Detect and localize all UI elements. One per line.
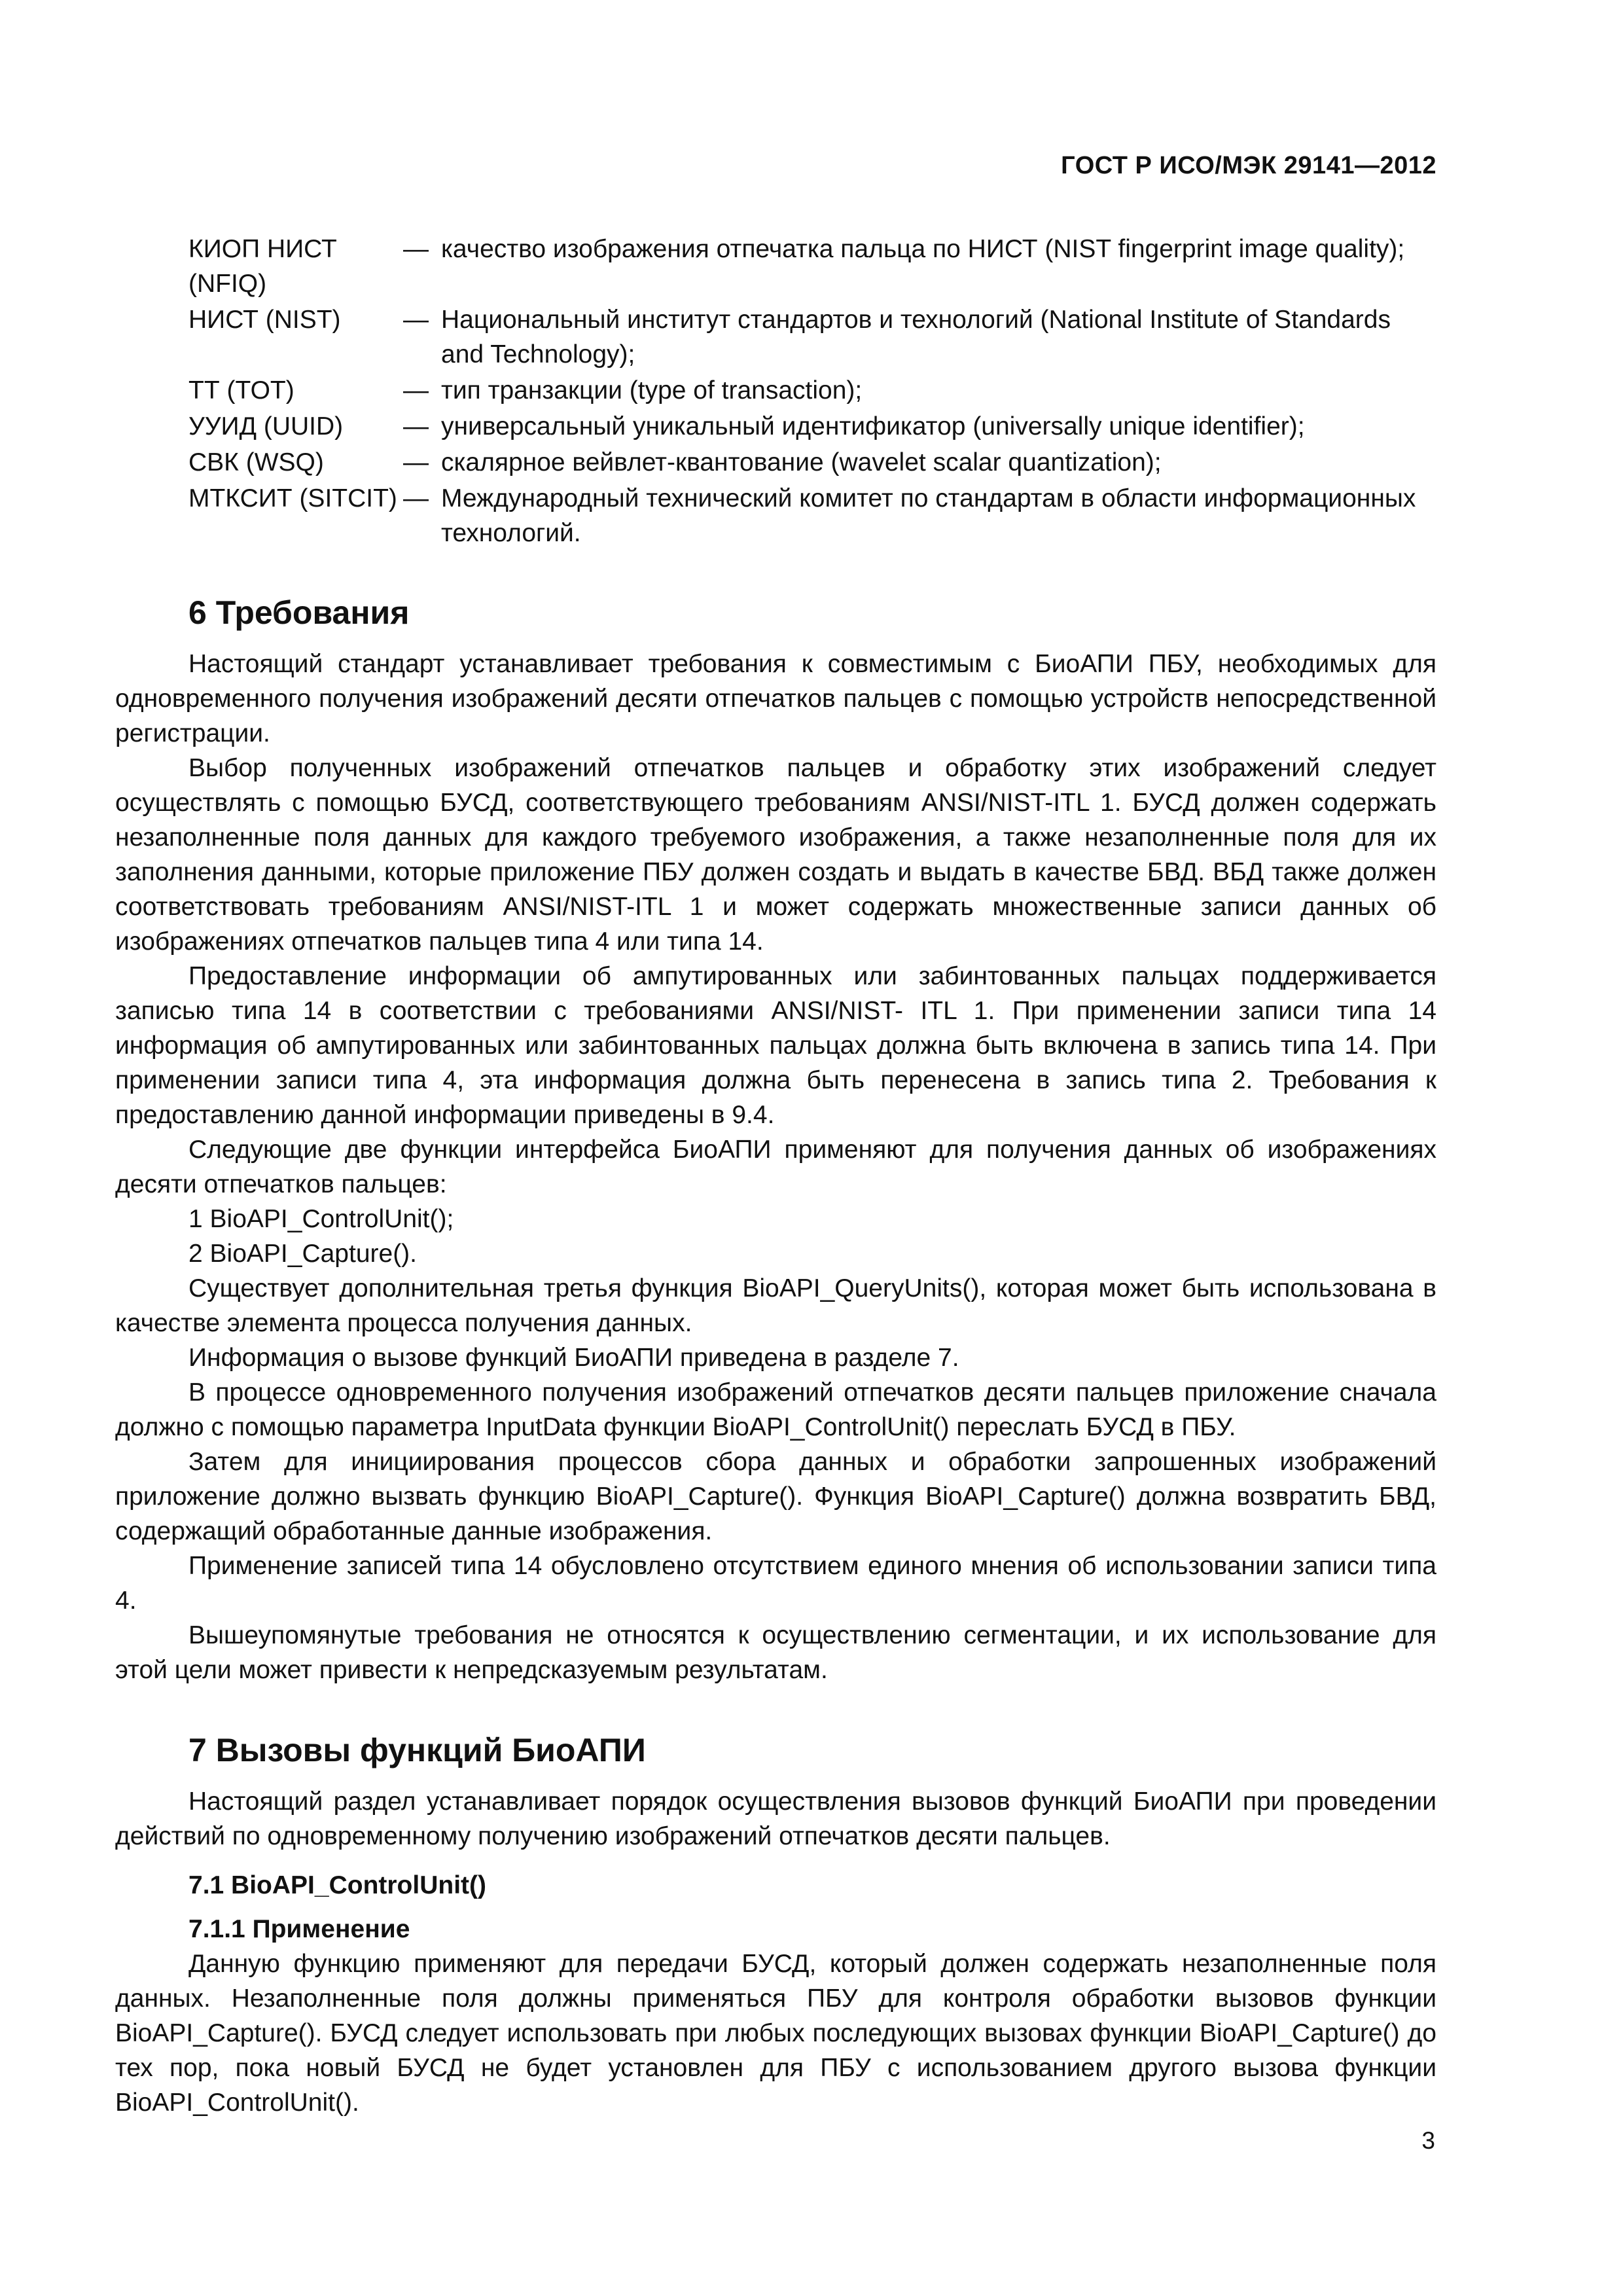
section-6-paragraph: Выбор полученных изображений отпечатков пальцев и обработку этих изображений следует осуществлять с помощью БУСД, соответствующего требованиям ANSI/NIST-ITL 1. БУСД должен содержать незаполненные поля данных для каждого требуемого изображения, а также незаполненные поля для их заполнения данными, которые приложение ПБУ должен создать и выдать в качестве БВД. ВБД также должен соответствовать требованиям ANSI/NIST-ITL 1 и может содержать множественные записи данных об изображениях отпечатков пальцев типа 4 или типа 14. bbox=[115, 754, 1436, 956]
page-number: 3 bbox=[1421, 2127, 1435, 2154]
abbreviation-dash: — bbox=[403, 484, 429, 512]
page-content bbox=[115, 230, 1436, 2120]
abbreviation-term: КИОП НИСТ (NFIQ) bbox=[188, 235, 337, 298]
abbreviations-list bbox=[188, 230, 1436, 550]
abbreviation-dash: — bbox=[403, 235, 429, 263]
abbreviation-definition: Национальный институт стандартов и технологий (National Institute of Standards and Technology); bbox=[441, 306, 1391, 368]
abbreviation-dash: — bbox=[403, 448, 429, 476]
section-6-paragraph: Применение записей типа 14 обусловлено отсутствием единого мнения об использовании записи типа 4. bbox=[115, 1552, 1436, 1615]
subsection-7-1-1-text: Данную функцию применяют для передачи БУСД, который должен содержать незаполненные поля данных. Незаполненные поля должны применяться ПБУ для контроля обработки вызовов функции BioAPI_Capture(). БУСД следует использовать при любых последующих вызовах функции BioAPI_Capture() до тех пор, пока новый БУСД не будет установлен для ПБУ с использованием другого вызова функции BioAPI_ControlUnit(). bbox=[115, 1950, 1436, 2117]
abbreviation-definition: Международный технический комитет по стандартам в области информационных технологий. bbox=[441, 484, 1416, 547]
section-6-paragraph: В процессе одновременного получения изображений отпечатков десяти пальцев приложение сначала должно с помощью параметра InputData функции BioAPI_ControlUnit() переслать БУСД в ПБУ. bbox=[115, 1378, 1436, 1441]
abbreviation-definition: качество изображения отпечатка пальца по НИСТ (NIST fingerprint image quality); bbox=[441, 235, 1405, 263]
abbreviation-definition: универсальный уникальный идентификатор (universally unique identifier); bbox=[441, 412, 1305, 440]
section-6-heading: 6 Требования bbox=[188, 594, 410, 631]
subsection-7-1-1-heading: 7.1.1 Применение bbox=[188, 1915, 410, 1943]
function-list-item: 1 BioAPI_ControlUnit(); bbox=[188, 1205, 454, 1233]
function-list-item: 2 BioAPI_Capture(). bbox=[188, 1240, 418, 1268]
subsection-7-1-heading: 7.1 BioAPI_ControlUnit() bbox=[188, 1871, 486, 1899]
section-7-intro: Настоящий раздел устанавливает порядок осуществления вызовов функций БиоАПИ при проведении действий по одновременному получению изображений отпечатков десяти пальцев. bbox=[115, 1787, 1436, 1850]
section-6-paragraph: Информация о вызове функций БиоАПИ приведена в разделе 7. bbox=[188, 1344, 959, 1372]
abbreviation-term: НИСТ (NIST) bbox=[188, 306, 341, 334]
section-7-heading: 7 Вызовы функций БиоАПИ bbox=[188, 1732, 646, 1768]
abbreviation-term: УУИД (UUID) bbox=[188, 412, 344, 440]
standard-header: ГОСТ Р ИСО/МЭК 29141—2012 bbox=[1061, 152, 1436, 179]
section-6-paragraph: Затем для инициирования процессов сбора данных и обработки запрошенных изображений приложение должно вызвать функцию BioAPI_Capture(). Функция BioAPI_Capture() должна возвратить БВД, содержащий обработанные данные изображения. bbox=[115, 1448, 1436, 1545]
abbreviation-term: МТКСИТ (SITCIT) bbox=[188, 484, 397, 512]
abbreviation-definition: скалярное вейвлет-квантование (wavelet scalar quantization); bbox=[441, 448, 1162, 476]
section-6-paragraph: Настоящий стандарт устанавливает требования к совместимым с БиоАПИ ПБУ, необходимых для одновременного получения изображений десяти отпечатков пальцев с помощью устройств непосредственной регистрации. bbox=[115, 650, 1436, 747]
section-6-paragraph: Существует дополнительная третья функция BioAPI_QueryUnits(), которая может быть использована в качестве элемента процесса получения данных. bbox=[115, 1274, 1436, 1337]
section-6-paragraph: Вышеупомянутые требования не относятся к осуществлению сегментации, и их использование для этой цели может привести к непредсказуемым результатам. bbox=[115, 1621, 1436, 1684]
abbreviation-definition: тип транзакции (type of transaction); bbox=[441, 376, 863, 404]
abbreviation-dash: — bbox=[403, 412, 429, 440]
section-6-paragraph: Предоставление информации об ампутированных или забинтованных пальцах поддерживается записью типа 14 в соответствии с требованиями ANSI/NIST- ITL 1. При применении записи типа 14 информация об ампутированных или забинтованных пальцах должна быть включена в запись типа 14. При применении записи типа 4, эта информация должна быть перенесена в запись типа 2. Требования к предоставлению данной информации приведены в 9.4. bbox=[115, 962, 1436, 1129]
section-6-paragraph: Следующие две функции интерфейса БиоАПИ применяют для получения данных об изображениях десяти отпечатков пальцев: bbox=[115, 1136, 1436, 1198]
abbreviation-dash: — bbox=[403, 376, 429, 404]
abbreviation-dash: — bbox=[403, 306, 429, 334]
abbreviation-term: ТТ (TOT) bbox=[188, 376, 294, 404]
abbreviation-term: СВК (WSQ) bbox=[188, 448, 324, 476]
